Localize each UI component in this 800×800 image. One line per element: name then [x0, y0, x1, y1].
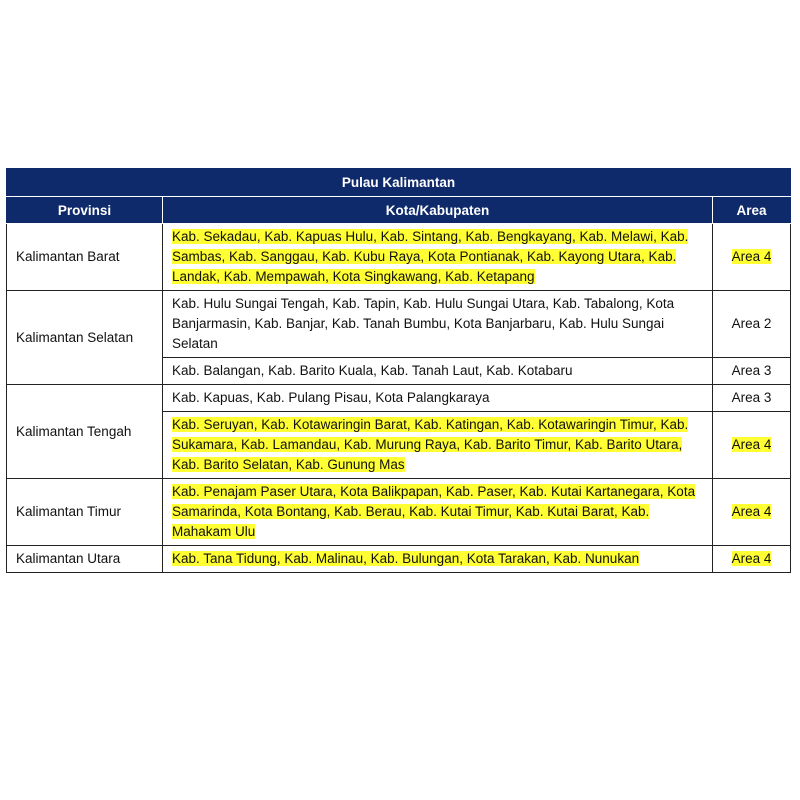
- cell-provinsi: Kalimantan Barat: [7, 224, 163, 291]
- kota-kabupaten-text: Kab. Tana Tidung, Kab. Malinau, Kab. Bulungan, Kota Tarakan, Kab. Nunukan: [172, 551, 640, 566]
- header-kota-kabupaten: Kota/Kabupaten: [163, 197, 713, 224]
- kota-kabupaten-text: Kab. Balangan, Kab. Barito Kuala, Kab. Tanah Laut, Kab. Kotabaru: [172, 363, 573, 378]
- table-title: Pulau Kalimantan: [7, 169, 791, 197]
- cell-kota-kabupaten: [163, 546, 713, 573]
- cell-provinsi: Kalimantan Tengah: [7, 385, 163, 479]
- table-title-row: [7, 169, 791, 197]
- cell-area: [713, 479, 791, 546]
- cell-kota-kabupaten: [163, 412, 713, 479]
- table-header-row: [7, 197, 791, 224]
- kota-kabupaten-text: Kab. Hulu Sungai Tengah, Kab. Tapin, Kab. Hulu Sungai Utara, Kab. Tabalong, Kota Banjarmasin, Kab. Banjar, Kab. Tanah Bumbu, Kota Banjarbaru, Kab. Hulu Sungai Selatan: [172, 296, 675, 351]
- table-row: [7, 224, 791, 291]
- area-text: Area 4: [731, 504, 772, 519]
- area-table: [6, 168, 791, 573]
- cell-area: [713, 546, 791, 573]
- area-text: Area 4: [731, 437, 772, 452]
- cell-provinsi: Kalimantan Selatan: [7, 291, 163, 385]
- table-row: [7, 546, 791, 573]
- cell-kota-kabupaten: [163, 479, 713, 546]
- table-row: [7, 479, 791, 546]
- header-area: Area: [713, 197, 791, 224]
- area-table-container: [6, 168, 790, 573]
- cell-kota-kabupaten: [163, 224, 713, 291]
- table-row: [7, 385, 791, 412]
- kota-kabupaten-text: Kab. Kapuas, Kab. Pulang Pisau, Kota Palangkaraya: [172, 390, 490, 405]
- area-text: Area 3: [731, 363, 772, 378]
- area-text: Area 4: [731, 551, 772, 566]
- cell-area: [713, 358, 791, 385]
- header-provinsi: Provinsi: [7, 197, 163, 224]
- cell-area: [713, 412, 791, 479]
- cell-provinsi: Kalimantan Utara: [7, 546, 163, 573]
- area-text: Area 2: [731, 316, 772, 331]
- table-body: [7, 224, 791, 573]
- cell-provinsi: Kalimantan Timur: [7, 479, 163, 546]
- area-text: Area 3: [731, 390, 772, 405]
- table-row: [7, 291, 791, 358]
- kota-kabupaten-text: Kab. Penajam Paser Utara, Kota Balikpapan, Kab. Paser, Kab. Kutai Kartanegara, Kota Samarinda, Kota Bontang, Kab. Berau, Kab. Kutai Timur, Kab. Kutai Barat, Kab. Mahakam Ulu: [172, 484, 696, 539]
- kota-kabupaten-text: Kab. Sekadau, Kab. Kapuas Hulu, Kab. Sintang, Kab. Bengkayang, Kab. Melawi, Kab. Sambas, Kab. Sanggau, Kab. Kubu Raya, Kota Pontianak, Kab. Kayong Utara, Kab. Landak, Kab. Mempawah, Kota Singkawang, Kab. Ketapang: [172, 229, 689, 284]
- cell-area: [713, 224, 791, 291]
- area-text: Area 4: [731, 249, 772, 264]
- cell-area: [713, 291, 791, 358]
- cell-kota-kabupaten: [163, 385, 713, 412]
- kota-kabupaten-text: Kab. Seruyan, Kab. Kotawaringin Barat, Kab. Katingan, Kab. Kotawaringin Timur, Kab. Sukamara, Kab. Lamandau, Kab. Murung Raya, Kab. Barito Timur, Kab. Barito Utara, Kab. Barito Selatan, Kab. Gunung Mas: [172, 417, 689, 472]
- cell-kota-kabupaten: [163, 358, 713, 385]
- cell-kota-kabupaten: [163, 291, 713, 358]
- cell-area: [713, 385, 791, 412]
